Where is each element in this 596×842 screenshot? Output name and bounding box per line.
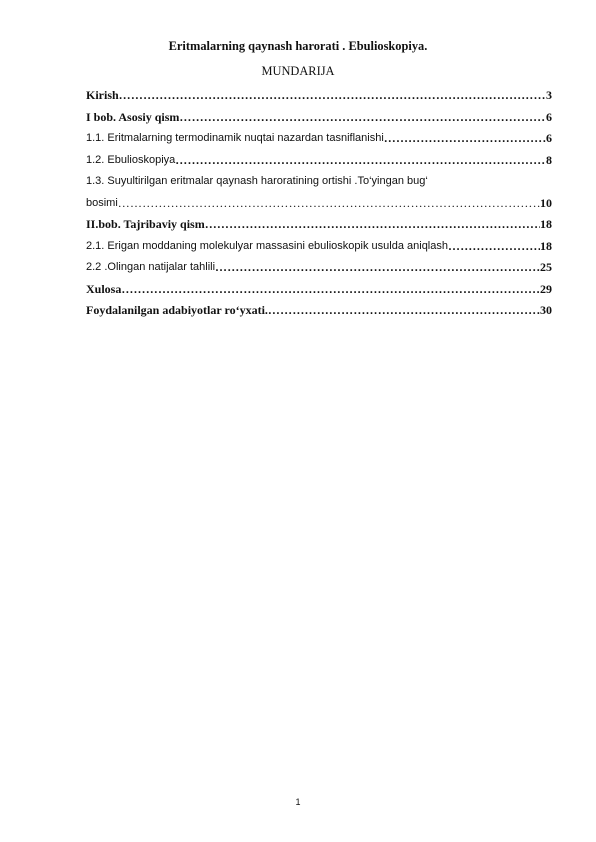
toc-entry-label: 2.2 .Olingan natijalar tahlili [86, 261, 216, 273]
toc-leader-dots [384, 130, 546, 146]
toc-entry-page: 29 [540, 281, 552, 296]
toc-leader-dots [118, 195, 540, 211]
toc-entry-label: bosimi [86, 196, 118, 209]
toc-leader-dots [268, 302, 540, 318]
toc-leader-dots [215, 259, 540, 275]
toc-entry-label: Xulosa [86, 281, 122, 296]
toc-entry-page: 3 [546, 88, 552, 102]
toc-entry-section-1-3[interactable] [86, 195, 552, 217]
toc-entry-label: Foydalanilgan adabiyotlar ro‘yxati. [86, 303, 268, 317]
toc-entry-page: 6 [546, 131, 552, 145]
toc-entry-label: 2.1. Erigan moddaning molekulyar massasini ebulioskopik usulda aniqlash [86, 239, 448, 252]
toc-entry-label: 1.2. Ebulioskopiya [86, 153, 176, 166]
toc-entry-chapter-1[interactable] [86, 109, 552, 131]
toc-entry-page: 30 [540, 303, 552, 317]
toc-entry-section-1-2[interactable] [86, 152, 552, 174]
toc-entry-page: 25 [540, 260, 552, 274]
toc-entry-label: II.bob. Tajribaviy qism [86, 217, 205, 231]
toc-entry-section-1-1[interactable] [86, 130, 552, 152]
toc-entry-references[interactable] [86, 302, 552, 324]
toc-leader-dots [205, 216, 540, 232]
toc-leader-dots [121, 281, 540, 297]
toc-entry-label: I bob. Asosiy qism [86, 109, 180, 124]
toc-leader-dots [175, 152, 546, 168]
toc-entry-page: 6 [546, 109, 552, 124]
toc-leader-dots [448, 238, 540, 254]
document-title: Eritmalarning qaynash harorati . Ebulioskopiya. [168, 39, 428, 53]
page-number: 1 [295, 797, 301, 807]
toc-entry-page: 10 [540, 195, 552, 210]
toc-entry-chapter-2[interactable] [86, 216, 552, 238]
toc-leader-dots [179, 109, 546, 125]
toc-heading: MUNDARIJA [261, 64, 335, 78]
toc-entry-page: 8 [546, 152, 552, 167]
toc-entry-kirish[interactable] [86, 87, 552, 109]
toc-entry-label: 1.1. Eritmalarning termodinamik nuqtai nazardan tasniflanishi [86, 132, 384, 144]
toc-entry-xulosa[interactable] [86, 281, 552, 303]
toc-entry-section-2-2[interactable] [86, 259, 552, 281]
toc-leader-dots [119, 87, 546, 103]
toc-entry-page: 18 [540, 238, 552, 253]
toc-entry-section-1-3-line1[interactable]: 1.3. Suyultirilgan eritmalar qaynash haroratining ortishi .To‘yingan bug‘ [86, 175, 428, 187]
toc-entry-section-2-1[interactable] [86, 238, 552, 260]
toc-entry-page: 18 [540, 217, 552, 231]
table-of-contents [86, 87, 552, 324]
toc-entry-label: Kirish [86, 88, 119, 102]
